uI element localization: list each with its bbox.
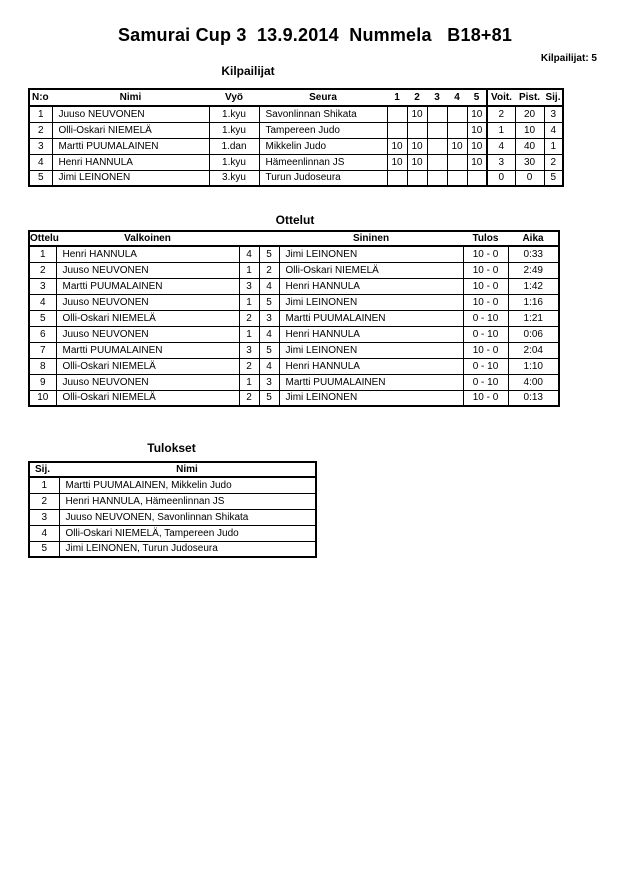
ottelut-row [29, 310, 559, 326]
cell-valkoinen-no: 3 [239, 342, 259, 358]
cell-valkoinen-no: 1 [239, 374, 259, 390]
cell-seura: Savonlinnan Shikata [259, 106, 387, 122]
cell-match-no: 8 [29, 358, 56, 374]
cell-sininen: Jimi LEINONEN [279, 294, 463, 310]
ottelut-row [29, 326, 559, 342]
cell-score-2: 10 [407, 154, 427, 170]
cell-valkoinen-no: 2 [239, 358, 259, 374]
cell-aika: 0:06 [508, 326, 559, 342]
cell-tulos: 10 - 0 [463, 246, 508, 262]
cell-pist: 40 [515, 138, 544, 154]
col-header-nimi: Nimi [59, 462, 316, 477]
cell-no: 2 [29, 122, 52, 138]
col-header-sininen: Sininen [279, 231, 463, 246]
cell-sininen: Olli-Oskari NIEMELÄ [279, 262, 463, 278]
col-header-voit: Voit. [487, 89, 515, 106]
cell-sininen: Martti PUUMALAINEN [279, 310, 463, 326]
kilpailijat-row [29, 106, 563, 122]
cell-score-5 [467, 170, 487, 186]
cell-nimi: Juuso NEUVONEN [52, 106, 209, 122]
cell-score-4 [447, 106, 467, 122]
cell-tulos: 10 - 0 [463, 278, 508, 294]
cell-tulos: 10 - 0 [463, 294, 508, 310]
cell-sij: 5 [29, 541, 59, 557]
cell-sininen: Jimi LEINONEN [279, 246, 463, 262]
cell-voit: 1 [487, 122, 515, 138]
page-title: Samurai Cup 3 13.9.2014 Nummela B18+81 [117, 25, 513, 45]
cell-sininen-no: 5 [259, 246, 279, 262]
cell-sij: 5 [544, 170, 563, 186]
col-header-pist: Pist. [515, 89, 544, 106]
cell-sininen-no: 3 [259, 374, 279, 390]
cell-match-no: 6 [29, 326, 56, 342]
cell-pist: 10 [515, 122, 544, 138]
cell-score-5: 10 [467, 106, 487, 122]
cell-aika: 0:13 [508, 390, 559, 406]
cell-no: 5 [29, 170, 52, 186]
tulokset-section-heading: Tulokset [147, 441, 196, 455]
cell-vyo: 3.kyu [209, 170, 259, 186]
cell-nimi: Olli-Oskari NIEMELÄ [52, 122, 209, 138]
cell-aika: 0:33 [508, 246, 559, 262]
cell-sij: 3 [29, 509, 59, 525]
kilpailijat-row [29, 138, 563, 154]
col-header-seura: Seura [259, 89, 387, 106]
competitors-count: Kilpailijat: 5 [540, 53, 597, 64]
cell-tulos: 0 - 10 [463, 310, 508, 326]
cell-match-no: 5 [29, 310, 56, 326]
cell-nimi: Henri HANNULA [52, 154, 209, 170]
cell-sininen-no: 3 [259, 310, 279, 326]
cell-score-3 [427, 106, 447, 122]
cell-sij: 3 [544, 106, 563, 122]
col-header-valkoinen-no [239, 231, 259, 246]
cell-score-2 [407, 122, 427, 138]
cell-valkoinen: Juuso NEUVONEN [56, 374, 239, 390]
kilpailijat-section-heading: Kilpailijat [221, 64, 275, 78]
cell-vyo: 1.kyu [209, 122, 259, 138]
kilpailijat-row [29, 154, 563, 170]
cell-sininen-no: 4 [259, 278, 279, 294]
cell-score-3 [427, 122, 447, 138]
ottelut-table [28, 230, 560, 407]
cell-match-no: 10 [29, 390, 56, 406]
cell-aika: 1:42 [508, 278, 559, 294]
col-header-sij: Sij. [544, 89, 563, 106]
tulokset-row [29, 493, 316, 509]
tulokset-header-row [29, 462, 316, 477]
cell-score-1 [387, 170, 407, 186]
cell-no: 1 [29, 106, 52, 122]
cell-vyo: 1.kyu [209, 154, 259, 170]
ottelut-row [29, 390, 559, 406]
col-header-sij: Sij. [29, 462, 59, 477]
cell-valkoinen: Henri HANNULA [56, 246, 239, 262]
col-header-5: 5 [467, 89, 487, 106]
cell-vyo: 1.kyu [209, 106, 259, 122]
cell-aika: 4:00 [508, 374, 559, 390]
kilpailijat-row [29, 122, 563, 138]
cell-valkoinen: Martti PUUMALAINEN [56, 342, 239, 358]
cell-valkoinen: Martti PUUMALAINEN [56, 278, 239, 294]
col-header-4: 4 [447, 89, 467, 106]
cell-sij: 4 [29, 525, 59, 541]
cell-score-2: 10 [407, 106, 427, 122]
cell-score-3 [427, 138, 447, 154]
cell-sininen-no: 2 [259, 262, 279, 278]
cell-match-no: 9 [29, 374, 56, 390]
cell-match-no: 3 [29, 278, 56, 294]
col-header-ottelu: Ottelu [30, 233, 59, 244]
cell-tulos: 10 - 0 [463, 390, 508, 406]
cell-sininen: Henri HANNULA [279, 278, 463, 294]
cell-nimi: Olli-Oskari NIEMELÄ, Tampereen Judo [59, 525, 316, 541]
cell-match-no: 7 [29, 342, 56, 358]
cell-valkoinen-no: 3 [239, 278, 259, 294]
cell-sininen-no: 4 [259, 326, 279, 342]
cell-score-2: 10 [407, 138, 427, 154]
cell-score-1 [387, 122, 407, 138]
col-header-no: N:o [29, 89, 52, 106]
cell-valkoinen-no: 1 [239, 294, 259, 310]
cell-sininen: Martti PUUMALAINEN [279, 374, 463, 390]
col-header-valkoinen: Valkoinen [56, 231, 239, 246]
cell-score-5: 10 [467, 154, 487, 170]
ottelut-section-heading: Ottelut [275, 213, 315, 227]
col-header-nimi: Nimi [52, 89, 209, 106]
cell-sininen: Henri HANNULA [279, 326, 463, 342]
cell-no: 3 [29, 138, 52, 154]
cell-nimi: Jimi LEINONEN [52, 170, 209, 186]
cell-nimi: Martti PUUMALAINEN [52, 138, 209, 154]
cell-sij: 1 [544, 138, 563, 154]
kilpailijat-table [28, 88, 564, 187]
cell-tulos: 0 - 10 [463, 374, 508, 390]
kilpailijat-header-row [29, 89, 563, 106]
cell-score-5: 10 [467, 138, 487, 154]
col-header-vyo: Vyö [209, 89, 259, 106]
cell-valkoinen-no: 2 [239, 310, 259, 326]
ottelut-row [29, 374, 559, 390]
col-header-sininen-no [259, 231, 279, 246]
cell-valkoinen: Olli-Oskari NIEMELÄ [56, 358, 239, 374]
cell-valkoinen: Juuso NEUVONEN [56, 294, 239, 310]
cell-seura: Tampereen Judo [259, 122, 387, 138]
col-header-1: 1 [387, 89, 407, 106]
cell-aika: 1:10 [508, 358, 559, 374]
cell-vyo: 1.dan [209, 138, 259, 154]
cell-valkoinen-no: 2 [239, 390, 259, 406]
ottelut-row [29, 294, 559, 310]
cell-valkoinen: Juuso NEUVONEN [56, 326, 239, 342]
cell-sij: 1 [29, 477, 59, 493]
cell-score-3 [427, 154, 447, 170]
cell-tulos: 0 - 10 [463, 358, 508, 374]
cell-sij: 2 [29, 493, 59, 509]
ottelut-header-row [29, 231, 559, 246]
col-header-tulos: Tulos [463, 231, 508, 246]
cell-match-no: 1 [29, 246, 56, 262]
cell-voit: 0 [487, 170, 515, 186]
cell-voit: 3 [487, 154, 515, 170]
cell-score-3 [427, 170, 447, 186]
cell-score-4 [447, 170, 467, 186]
cell-score-5: 10 [467, 122, 487, 138]
cell-sininen-no: 5 [259, 342, 279, 358]
cell-score-4 [447, 154, 467, 170]
cell-nimi: Jimi LEINONEN, Turun Judoseura [59, 541, 316, 557]
cell-valkoinen-no: 4 [239, 246, 259, 262]
cell-score-1: 10 [387, 138, 407, 154]
cell-score-1 [387, 106, 407, 122]
cell-valkoinen: Olli-Oskari NIEMELÄ [56, 390, 239, 406]
cell-match-no: 2 [29, 262, 56, 278]
cell-valkoinen: Juuso NEUVONEN [56, 262, 239, 278]
cell-nimi: Juuso NEUVONEN, Savonlinnan Shikata [59, 509, 316, 525]
cell-sininen: Henri HANNULA [279, 358, 463, 374]
cell-voit: 2 [487, 106, 515, 122]
ottelut-row [29, 246, 559, 262]
cell-score-4: 10 [447, 138, 467, 154]
cell-no: 4 [29, 154, 52, 170]
cell-tulos: 10 - 0 [463, 342, 508, 358]
cell-sij: 2 [544, 154, 563, 170]
cell-valkoinen-no: 1 [239, 326, 259, 342]
cell-sininen: Jimi LEINONEN [279, 342, 463, 358]
cell-sininen-no: 4 [259, 358, 279, 374]
cell-aika: 1:21 [508, 310, 559, 326]
tulokset-row [29, 477, 316, 493]
cell-sininen: Jimi LEINONEN [279, 390, 463, 406]
cell-voit: 4 [487, 138, 515, 154]
ottelut-row [29, 358, 559, 374]
cell-tulos: 0 - 10 [463, 326, 508, 342]
tulokset-row [29, 541, 316, 557]
ottelut-row [29, 278, 559, 294]
cell-sij: 4 [544, 122, 563, 138]
cell-pist: 30 [515, 154, 544, 170]
cell-sininen-no: 5 [259, 390, 279, 406]
cell-pist: 0 [515, 170, 544, 186]
cell-tulos: 10 - 0 [463, 262, 508, 278]
col-header-aika: Aika [508, 231, 559, 246]
cell-pist: 20 [515, 106, 544, 122]
cell-nimi: Martti PUUMALAINEN, Mikkelin Judo [59, 477, 316, 493]
cell-match-no: 4 [29, 294, 56, 310]
cell-seura: Hämeenlinnan JS [259, 154, 387, 170]
cell-nimi: Henri HANNULA, Hämeenlinnan JS [59, 493, 316, 509]
cell-score-4 [447, 122, 467, 138]
cell-seura: Turun Judoseura [259, 170, 387, 186]
cell-score-1: 10 [387, 154, 407, 170]
cell-sininen-no: 5 [259, 294, 279, 310]
tulokset-row [29, 509, 316, 525]
cell-aika: 2:49 [508, 262, 559, 278]
ottelut-row [29, 342, 559, 358]
tulokset-table [28, 461, 317, 558]
col-header-3: 3 [427, 89, 447, 106]
cell-seura: Mikkelin Judo [259, 138, 387, 154]
cell-score-2 [407, 170, 427, 186]
ottelut-row [29, 262, 559, 278]
col-header-2: 2 [407, 89, 427, 106]
cell-valkoinen: Olli-Oskari NIEMELÄ [56, 310, 239, 326]
tulokset-row [29, 525, 316, 541]
cell-aika: 1:16 [508, 294, 559, 310]
cell-valkoinen-no: 1 [239, 262, 259, 278]
cell-aika: 2:04 [508, 342, 559, 358]
kilpailijat-row [29, 170, 563, 186]
